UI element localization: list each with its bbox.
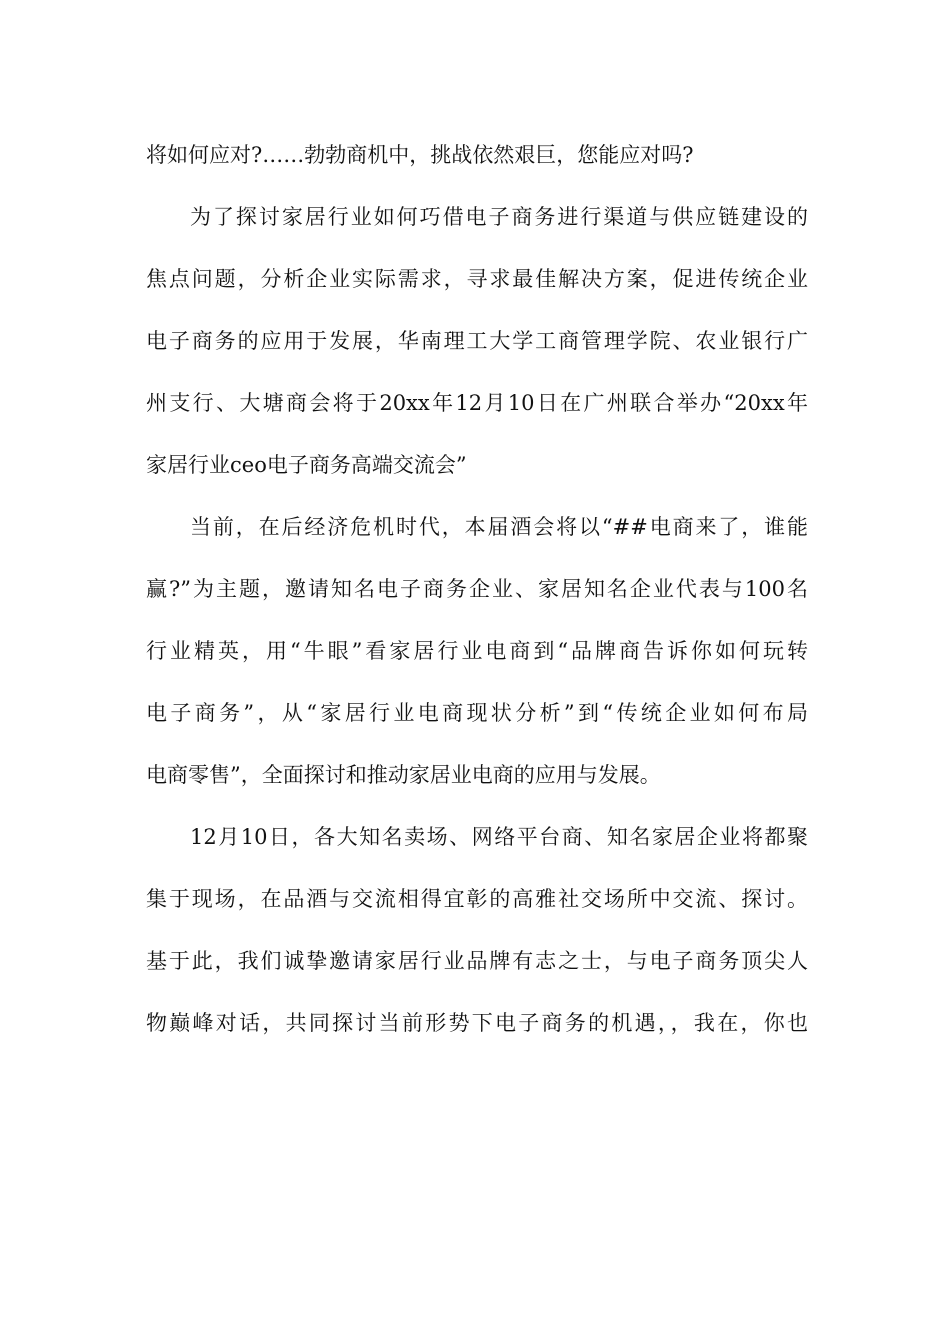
text-line: 焦点问题，分析企业实际需求，寻求最佳解决方案，促进传统企业 bbox=[146, 267, 808, 291]
text-line: 州支行、大塘商会将于20xx年12月10日在广州联合举办“20xx年 bbox=[146, 391, 808, 415]
text-line: 集于现场，在品酒与交流相得宜彰的高雅社交场所中交流、探讨。 bbox=[146, 887, 808, 911]
text-line: 物巅峰对话，共同探讨当前形势下电子商务的机遇，，我在，你也 bbox=[146, 1011, 808, 1035]
text-line: 行业精英，用“牛眼”看家居行业电商到“品牌商告诉你如何玩转 bbox=[146, 639, 808, 663]
text-line: 将如何应对?……勃勃商机中，挑战依然艰巨，您能应对吗? bbox=[146, 143, 694, 167]
body-text bbox=[146, 124, 808, 1054]
text-line: 家居行业ceo电子商务高端交流会” bbox=[146, 453, 467, 477]
text-line: 电子商务的应用于发展，华南理工大学工商管理学院、农业银行广 bbox=[146, 329, 808, 353]
text-line: 当前，在后经济危机时代，本届酒会将以“##电商来了，谁能 bbox=[190, 515, 808, 539]
text-line: 基于此，我们诚挚邀请家居行业品牌有志之士，与电子商务顶尖人 bbox=[146, 949, 808, 973]
text-line: 12月10日，各大知名卖场、网络平台商、知名家居企业将都聚 bbox=[190, 825, 808, 849]
text-line: 电商零售”，全面探讨和推动家居业电商的应用与发展。 bbox=[146, 763, 661, 787]
text-line: 为了探讨家居行业如何巧借电子商务进行渠道与供应链建设的 bbox=[190, 205, 808, 229]
text-line: 电子商务”，从“家居行业电商现状分析”到“传统企业如何布局 bbox=[146, 701, 808, 725]
text-line: 赢?”为主题，邀请知名电子商务企业、家居知名企业代表与100名 bbox=[146, 577, 808, 601]
